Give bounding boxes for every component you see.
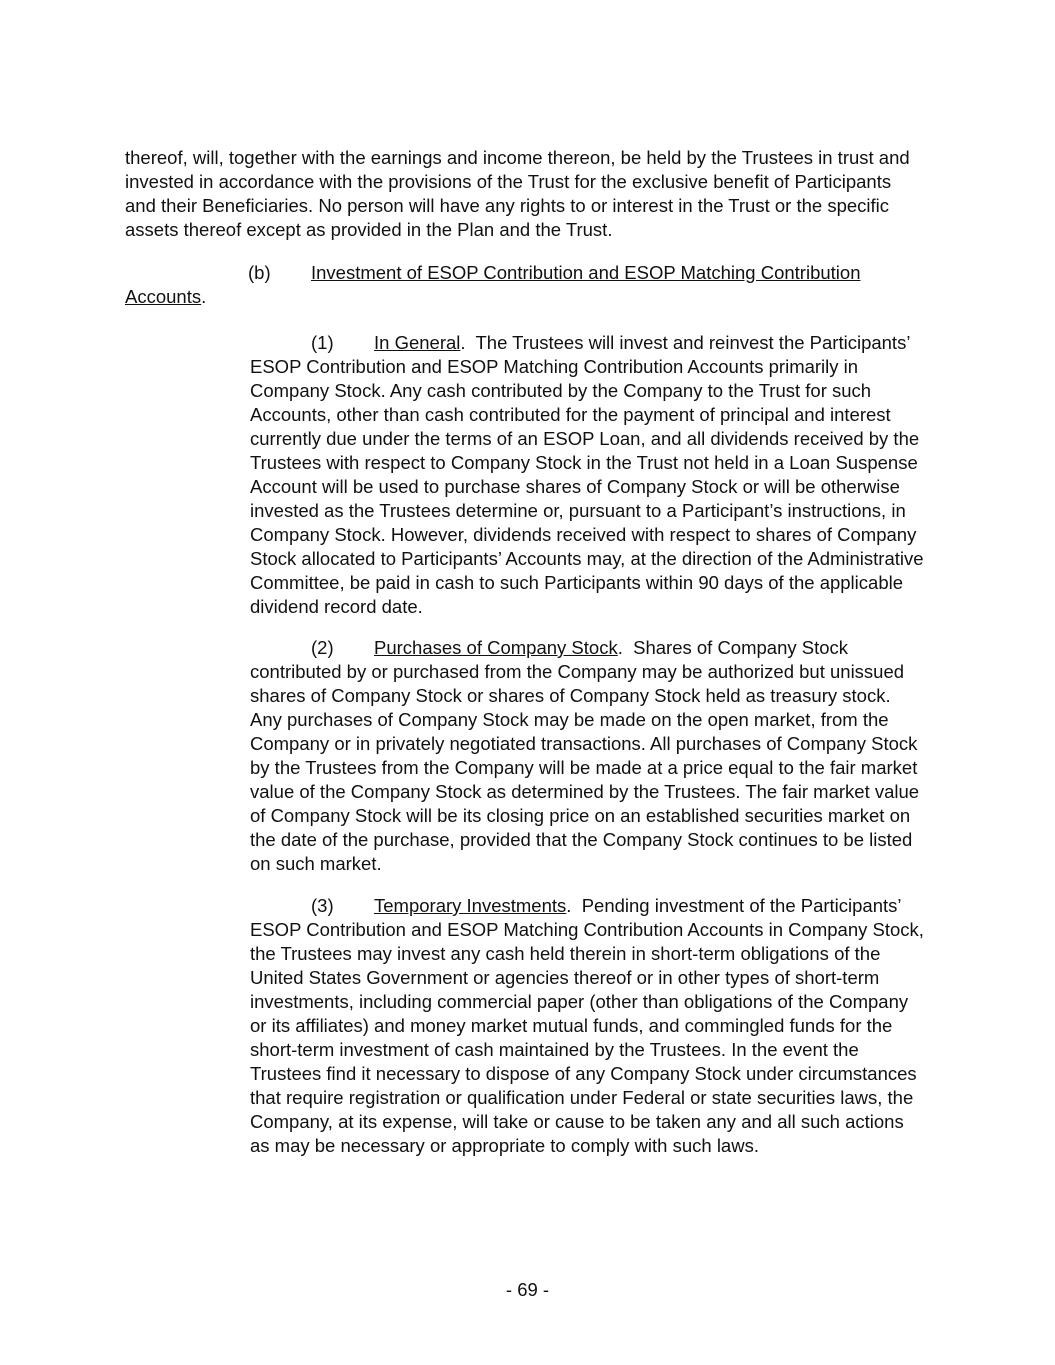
section-b-title-line1: Investment of ESOP Contribution and ESOP Matching Contribution [311,262,861,283]
subsection-1-title: In General [374,332,461,353]
subsection-3-body: Pending investment of the Participants’ ESOP Contribution and ESOP Matching Contribution Accounts in Company Stock, the Trustees may invest any cash held therein in short-term obligations of the United States Government or agencies thereof or in other types of short-term investments, including commercial paper (other than obligations of the Company or its affiliates) and money market mutual funds, and commingled funds for the short-term investment of cash maintained by the Trustees. In the event the Trustees find it necessary to dispose of any Company Stock under circumstances that require registration or qualification under Federal or state securities laws, the Company, at its expense, will take or cause to be taken any and all such actions as may be necessary or appropriate to comply with such laws. [250,895,924,1156]
subsection-3-title: Temporary Investments [374,895,567,916]
subsection-2-title: Purchases of Company Stock [374,637,618,658]
subsection-1 [250,331,925,619]
subsection-3-title-suffix: . [566,895,572,916]
subsection-3 [250,894,925,1158]
subsection-2 [250,636,925,876]
subsection-2-title-suffix: . [617,637,623,658]
section-b-label: (b) [248,262,271,283]
intro-paragraph: thereof, will, together with the earnings and income thereon, be held by the Trustees in trust and invested in accordance with the provisions of the Trust for the exclusive benefit of Participants and their Beneficiaries. No person will have any rights to or interest in the Trust or the specific assets thereof except as provided in the Plan and the Trust. [125,147,910,240]
subsection-3-number: (3) [311,895,334,916]
subsection-2-body: Shares of Company Stock contributed by or purchased from the Company may be authorized but unissued shares of Company Stock or shares of Company Stock held as treasury stock. Any purchases of Company Stock may be made on the open market, from the Company or in privately negotiated transactions. All purchases of Company Stock by the Trustees from the Company will be made at a price equal to the fair market value of the Company Stock as determined by the Trustees. The fair market value of Company Stock will be its closing price on an established securities market on the date of the purchase, provided that the Company Stock continues to be listed on such market. [250,637,920,874]
page-number: - 69 - [505,1279,550,1300]
subsection-2-number: (2) [311,637,334,658]
subsection-1-title-suffix: . [460,332,466,353]
section-b-title-suffix: . [201,286,207,307]
subsection-1-body: The Trustees will invest and reinvest the Participants’ ESOP Contribution and ESOP Matching Contribution Accounts primarily in Company Stock. Any cash contributed by the Company to the Trust for such Accounts, other than cash contributed for the payment of principal and interest currently due under the terms of an ESOP Loan, and all dividends received by the Trustees with respect to Company Stock in the Trust not held in a Loan Suspense Account will be used to purchase shares of Company Stock or will be otherwise invested as the Trustees determine or, pursuant to a Participant’s instructions, in Company Stock. However, dividends received with respect to shares of Company Stock allocated to Participants’ Accounts may, at the direction of the Administrative Committee, be paid in cash to such Participants within 90 days of the applicable dividend record date. [250,332,924,617]
section-b-heading [125,261,925,309]
section-b-title-line2: Accounts [125,286,202,307]
section-b-heading-line1 [125,261,925,285]
subsection-1-number: (1) [311,332,334,353]
